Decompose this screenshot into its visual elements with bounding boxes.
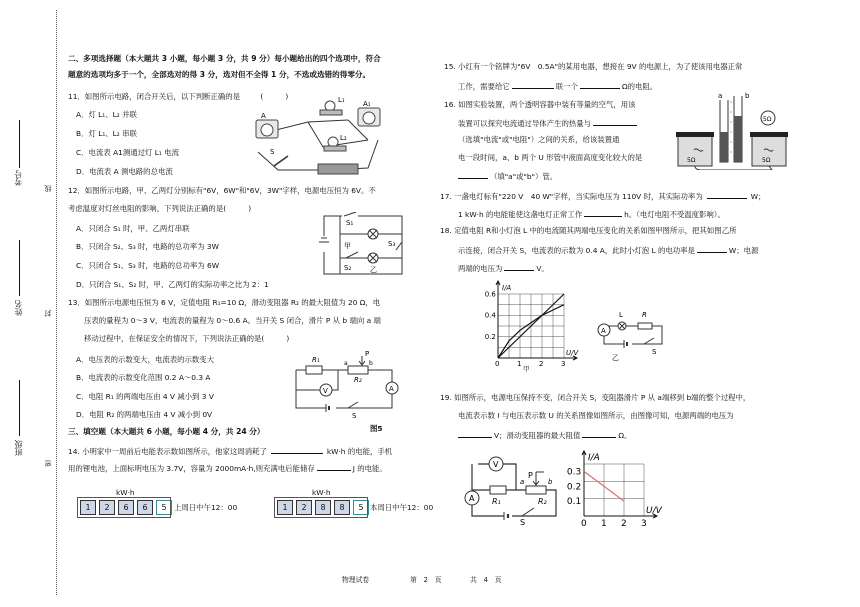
q17-line2: 1 kW·h 的电能能使这盏电灯正常工作 h。（电灯电阻不受温度影响）。: [458, 210, 725, 219]
q19-label-r2: R₂: [538, 497, 547, 506]
meter-digit: 8: [334, 500, 350, 515]
chart-y-tick-label: 0.2: [484, 333, 496, 341]
q14-label-after: 本周日中午12：00: [370, 503, 434, 512]
section2-header-line2: 题意的选项均多于一个，全部选对的得 3 分，选对但不全得 1 分，不选或选错的得零分。: [68, 70, 371, 79]
q19-switch: [522, 508, 534, 516]
q16-label-r-left: 5Ω: [687, 157, 696, 164]
q16-line5: （填"a"或"b"）管。: [458, 170, 557, 181]
margin-line-number: [19, 120, 20, 168]
q16-line2: 装置可以探究电流通过导体产生的热量与: [458, 117, 637, 128]
margin-label-name: 姓名: [14, 300, 23, 316]
q19-label-b-end: b: [548, 478, 553, 486]
chart-y-tick-label: 0.6: [484, 290, 496, 299]
q11-label-l1: L₁: [338, 96, 345, 104]
chart-x-tick-label: 1: [601, 519, 607, 528]
chart-y-tick-label: 0.1: [566, 497, 582, 508]
q19-slider-p: [533, 472, 544, 485]
q19-circuit-figure: [464, 450, 564, 526]
q13-stem3: 移动过程中，在保证安全的情况下，下列说法正确的是( ): [84, 334, 290, 343]
margin-label-class: 班级: [14, 440, 23, 456]
chart-y-axis-label: I/A: [502, 284, 512, 292]
q11-label-s: S: [270, 148, 275, 156]
q13-switch: [348, 402, 358, 408]
margin-line-name: [19, 240, 20, 296]
q11-option-d: D．电流表 A 测电路的总电流: [76, 167, 173, 176]
q14-meter-after-frame: [274, 497, 368, 518]
q12-option-d: D．只闭合 S₁、S₂ 时，甲、乙两灯的实际功率之比为 2：1: [76, 280, 269, 289]
meter-digit: 6: [118, 500, 134, 515]
q11-option-c: C．电流表 A1测通过灯 L₁ 电流: [76, 148, 179, 157]
footer-total: 共 4 页: [470, 576, 502, 584]
meter-digit: 6: [137, 500, 153, 515]
q13-stem: 13．如图所示电源电压恒为 6 V，定值电阻 R₁=10 Ω，滑动变阻器 R₂ 的最大阻值为 20 Ω，电: [68, 298, 381, 307]
q13-option-b: B．电流表的示数变化范围 0.2 A～0.3 A: [76, 373, 211, 382]
binding-dotted-line: [56, 10, 57, 595]
q18-circuit-figure: [594, 304, 666, 362]
meter-digit: 5: [353, 500, 369, 515]
q11-label-a1: A₁: [363, 100, 371, 108]
q19-label-a: A: [469, 494, 475, 503]
q12-option-c: C．只闭合 S₁、S₃ 时，电路的总功率为 6W: [76, 261, 219, 270]
margin-line-class: [19, 380, 20, 436]
q12-label-s2: S₂: [344, 264, 352, 272]
footer-page: 第 2 页: [410, 576, 442, 584]
q12-label-yi: 乙: [370, 266, 377, 274]
q11-label-l2: L₂: [340, 134, 347, 142]
q16-line3: （选填"电流"或"电阻"）之间的关系，给该装置通: [458, 135, 620, 144]
q13-label-a: a: [344, 360, 348, 367]
q18-label-r: R: [642, 311, 647, 319]
q17-line1: 17. 一盏电灯标有"220 V 40 W"字样，当实际电压为 110V 时，其实际功率为 W；: [440, 192, 766, 201]
chart-x-axis-label: U/V: [646, 506, 662, 516]
chart-x-tick-label: 3: [561, 360, 566, 368]
q11-stem: 11．如图所示电路，闭合开关后，以下判断正确的是 ( ): [68, 92, 289, 101]
q16-line4: 电一段时间，a、b 两个 U 形管中液面高度变化较大的是: [458, 153, 643, 162]
chart-y-axis-label: I/A: [588, 453, 600, 463]
q18-label-a: A: [601, 327, 606, 335]
q13-label-s: S: [352, 412, 357, 420]
section3-header: 三、填空题（本大题共 6 小题，每小题 4 分，共 24 分）: [68, 427, 265, 436]
meter-digit: 2: [296, 500, 312, 515]
chart-x-tick-label: 2: [539, 360, 544, 368]
q11-circuit-figure: [248, 92, 398, 178]
q12-option-b: B．只闭合 S₂、S₃ 时，电路的总功率为 3W: [76, 242, 219, 251]
q19-line3: V；滑动变阻器的最大阻值 Ω。: [458, 429, 631, 440]
chart-y-tick-label: 0.4: [484, 311, 496, 320]
q14-line2: 用的锂电池，上面标明电压为 3.7V，容量为 2000mA·h,则充满电后能储存 J 的电能。: [68, 464, 387, 473]
q12-label-jia: 甲: [344, 242, 351, 250]
q12-stem: 12．如图所示电路，甲、乙两灯分别标有"6V，6W"和"6V，3W"字样，电源电压恒为 6V。不: [68, 186, 376, 195]
q14-meter-after-unit: kW·h: [312, 488, 331, 497]
q19-label-p: P: [528, 471, 533, 480]
q13-label-amm: A: [389, 385, 394, 393]
q13-label-r2: R₂: [354, 376, 362, 384]
q16-label-r-top: 5Ω: [763, 116, 772, 123]
q19-label-s: S: [520, 518, 526, 526]
q12-label-s1: S₁: [346, 219, 354, 227]
chart-y-tick-label: 0.3: [566, 467, 582, 478]
q16-u-tube-a: [720, 132, 728, 162]
q11-option-a: A．灯 L₁、L₂ 并联: [76, 110, 137, 119]
q19-label-a-end: a: [520, 478, 525, 486]
q19-label-r1: R₁: [492, 497, 501, 506]
chart-x-axis-label: U/V: [566, 349, 579, 357]
q14-label-before: 上周日中午12：00: [174, 503, 238, 512]
q19-line1: 19. 如图所示，电源电压保持不变，闭合开关 S，变阻器滑片 P 从 a端移到 b端的整个过程中，: [440, 393, 751, 402]
meter-digit: 8: [315, 500, 331, 515]
q16-label-r-right: 5Ω: [762, 157, 771, 164]
q14-line1: 14. 小明家中一周前后电能表示数如图所示，他家这周消耗了 kW·h 的电能，手机: [68, 447, 393, 456]
footer-subject: 物理试卷: [342, 576, 370, 584]
q16-line1: 16. 如图实验装置，两个透明容器中装有等量的空气，用该: [444, 100, 636, 109]
q18-line2: 示连接，闭合开关 S，电流表的示数为 0.4 A，此时小灯泡 L 的电功率是 W；电源: [458, 246, 759, 255]
q12-circuit-figure: [318, 212, 406, 282]
q12-label-s3: S₃: [388, 240, 396, 248]
q18-label-l: L: [619, 311, 623, 319]
chart-x-tick-label: 3: [641, 519, 647, 528]
q13-label-v: V: [323, 387, 328, 395]
q18-fig-b-caption: 乙: [612, 354, 619, 362]
q18-resistor-r: [638, 323, 652, 329]
q11-option-b: B．灯 L₁、L₂ 串联: [76, 129, 137, 138]
q15-line1: 15. 小红有一个铭牌为"6V 0.5A"的某用电器，想接在 9V 的电源上，为了使该用电器正常: [444, 62, 743, 71]
q13-option-a: A．电压表的示数变大，电流表的示数变大: [76, 355, 215, 364]
q11-switch: [274, 156, 288, 166]
q11-battery: [318, 164, 358, 174]
q13-label-b: b: [369, 360, 373, 367]
q18-switch: [644, 338, 654, 344]
q13-circuit-figure: [292, 348, 404, 420]
margin-mark-mi: 密: [44, 460, 52, 467]
q18-line3: 两端的电压为 V。: [458, 264, 549, 273]
meter-digit: 1: [277, 500, 293, 515]
q19-label-v: V: [493, 460, 499, 469]
q12-option-a: A．只闭合 S₁ 时，甲、乙两灯串联: [76, 224, 190, 233]
q16-label-a: a: [718, 92, 723, 100]
q14-meter-before-frame: [77, 497, 171, 518]
meter-digit: 2: [99, 500, 115, 515]
section3-fig-caption: 图5: [370, 424, 383, 433]
q13-label-p: P: [365, 350, 370, 358]
q13-label-r1: R₁: [312, 356, 320, 364]
q12-switch-s2: [346, 252, 358, 258]
q13-option-d: D．电阻 R₂ 的两端电压由 4 V 减小到 0V: [76, 410, 213, 419]
q19-resistor-r2: [526, 486, 546, 494]
q15-line2: 工作，需要给它 联一个 Ω的电阻。: [458, 82, 658, 91]
q18-chart-iu: [480, 278, 592, 374]
chart-x-tick-label: 0: [581, 519, 587, 528]
q16-apparatus-figure: [672, 92, 804, 170]
chart-x-tick-label: 2: [621, 519, 627, 528]
q13-option-c: C．电阻 R₁ 的两端电压由 4 V 减小到 3 V: [76, 392, 214, 401]
q18-fig-a-caption: 甲: [523, 365, 530, 373]
margin-mark-feng: 封: [44, 310, 52, 317]
q12-switch-s3: [396, 242, 402, 250]
chart-x-tick-label: 0: [495, 360, 500, 368]
q13-resistor-r1: [306, 366, 322, 374]
margin-mark-xian: 线: [44, 185, 52, 192]
q19-line2: 电流表示数 I 与电压表示数 U 的关系图像如图所示，由图像可知，电源两端的电压为: [458, 411, 734, 420]
margin-label-number: 考号: [14, 170, 23, 186]
q14-meter-before-unit: kW·h: [116, 488, 135, 497]
q19-chart-iu: [566, 446, 678, 528]
q19-resistor-r1: [490, 486, 506, 494]
q18-label-s: S: [652, 348, 657, 356]
meter-digit: 5: [156, 500, 172, 515]
q12-stem2: 考虑温度对灯丝电阻的影响，下列说法正确的是( ): [68, 204, 252, 213]
chart-y-tick-label: 0.2: [566, 482, 582, 493]
q16-u-tube-b: [734, 116, 742, 162]
q13-stem2: 压表的量程为 0～3 V，电流表的量程为 0～0.6 A。当开关 S 闭合，滑片 P 从 b 端向 a 端: [84, 316, 381, 325]
chart-x-tick-label: 1: [517, 360, 522, 368]
q11-label-a: A: [261, 112, 266, 120]
q18-line1: 18. 定值电阻 R和小灯泡 L 中的电流随其两端电压变化的关系如图甲图所示，把其如图乙所: [440, 226, 737, 235]
section2-header-line1: 二、多项选择题（本大题共 3 小题，每小题 3 分，共 9 分）每小题给出的四个选项中，符合: [68, 54, 381, 63]
meter-digit: 1: [80, 500, 96, 515]
q13-resistor-r2: [348, 366, 368, 374]
q16-label-b: b: [745, 92, 750, 100]
